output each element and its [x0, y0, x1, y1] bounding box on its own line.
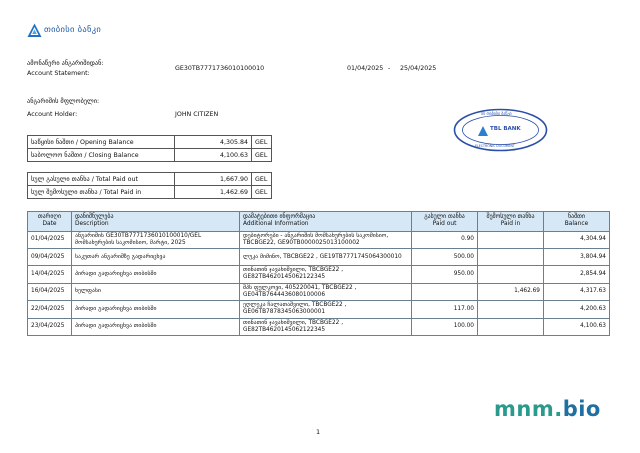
- watermark-part2: bio: [562, 397, 601, 421]
- opening-balance-label: საწყისი ნაშთი / Opening Balance: [28, 136, 175, 149]
- row-paid-out: 500.00: [412, 249, 478, 266]
- table-header-row: [28, 212, 610, 232]
- bank-logo: [27, 22, 127, 42]
- header-balance-ka: ნაშთი: [568, 214, 585, 220]
- row-balance: 4,304.94: [544, 231, 610, 248]
- total-paid-in-currency: GEL: [252, 186, 272, 199]
- row-paid-out: 100.00: [412, 318, 478, 335]
- account-statement-label-en: Account Statement:: [27, 70, 90, 77]
- transactions-table: [27, 211, 610, 336]
- closing-balance-currency: GEL: [252, 149, 272, 162]
- row-date: 22/04/2025: [28, 301, 72, 318]
- header-paid-out: [412, 212, 478, 232]
- row-balance: 3,804.94: [544, 249, 610, 266]
- totals-summary: [27, 172, 272, 199]
- header-info-en: Additional Information: [243, 221, 309, 228]
- total-paid-out-row: [28, 173, 272, 186]
- bank-name: თიბისი ბანკი: [44, 25, 102, 35]
- table-row: [28, 249, 610, 266]
- header-balance-en: Balance: [564, 221, 589, 228]
- opening-balance-row: [28, 136, 272, 149]
- table-row: [28, 301, 610, 318]
- holder-label-en: Account Holder:: [27, 111, 78, 118]
- row-info: ლუკა მიმინო, TBCBGE22 , GE19TB7771745064300010: [240, 249, 412, 266]
- total-paid-in-value: 1,462.69: [175, 186, 252, 199]
- row-date: 09/04/2025: [28, 249, 72, 266]
- row-description: საკუთარ ანგარიშზე გადარიცხვა: [72, 249, 240, 266]
- row-paid-in: [478, 249, 544, 266]
- row-date: 16/04/2025: [28, 283, 72, 300]
- holder-name: JOHN CITIZEN: [175, 111, 219, 118]
- row-description: პირადი გადარიცხვა თიბისში: [72, 318, 240, 335]
- row-balance: 4,100.63: [544, 318, 610, 335]
- watermark-logo: [494, 397, 601, 421]
- row-date: 23/04/2025: [28, 318, 72, 335]
- header-date-ka: თარიღი: [37, 214, 62, 220]
- row-info: ეღლეკა ჩალათაშვილი, TBCBGE22 , GE06TB7878345063000001: [240, 301, 412, 318]
- header-paid-out-en: Paid out: [432, 221, 457, 228]
- row-balance: 2,854.94: [544, 266, 610, 283]
- table-row: [28, 283, 610, 300]
- total-paid-out-value: 1,667.90: [175, 173, 252, 186]
- holder-label-ka: ანგარიშის მფლობელი:: [27, 98, 100, 105]
- header-paid-in-en: Paid in: [500, 221, 521, 228]
- account-number: GE30TB7771736010100010: [175, 65, 265, 72]
- page-number: 1: [316, 428, 321, 436]
- bank-stamp: [453, 108, 548, 152]
- header-info-ka: დამატებითი ინფორმაცია: [243, 214, 316, 220]
- row-description: პირადი გადარიცხვა თიბისში: [72, 266, 240, 283]
- header-paid-in-ka: შემოსული თანხა: [486, 214, 535, 220]
- opening-balance-value: 4,305.84: [175, 136, 252, 149]
- row-info: თინათინ ჯავახიშვილი, TBCBGE22 , GE82TB4620145062122345: [240, 318, 412, 335]
- table-row: [28, 266, 610, 283]
- closing-balance-value: 4,100.63: [175, 149, 252, 162]
- row-date: 01/04/2025: [28, 231, 72, 248]
- table-row: [28, 231, 610, 248]
- row-description: ანგარიშის GE30TB7771736010100010/GEL მომსახურების საკომისიო, მარტი, 2025: [72, 231, 240, 248]
- row-paid-in: [478, 266, 544, 283]
- header-info: [240, 212, 412, 232]
- row-paid-out: [412, 283, 478, 300]
- row-paid-in: [478, 301, 544, 318]
- row-info: დებიტორები - ანგარიშის მომსახურების საკომისიო, TBCBGE22, GE90TB0000025013100002: [240, 231, 412, 248]
- total-paid-in-label: სულ შემოსული თანხა / Total Paid in: [28, 186, 175, 199]
- header-date: [28, 212, 72, 232]
- header-description-ka: დანიშნულება: [75, 214, 114, 220]
- closing-balance-row: [28, 149, 272, 162]
- watermark-part1: mnm.: [494, 397, 563, 421]
- stamp-bottom-text: ELECTRONIC DOCUMENT: [475, 144, 515, 148]
- stamp-logo-text: TBL BANK: [490, 126, 521, 132]
- row-date: 14/04/2025: [28, 266, 72, 283]
- header-paid-out-ka: გასული თანხა: [424, 214, 465, 220]
- row-paid-in: [478, 318, 544, 335]
- row-description: ხელფასი: [72, 283, 240, 300]
- row-balance: 4,200.63: [544, 301, 610, 318]
- row-paid-out: 117.00: [412, 301, 478, 318]
- opening-balance-currency: GEL: [252, 136, 272, 149]
- tbc-logo-icon: [27, 23, 42, 38]
- balance-summary: [27, 135, 272, 162]
- total-paid-out-label: სულ გასული თანხა / Total Paid out: [28, 173, 175, 186]
- row-paid-out: 0.90: [412, 231, 478, 248]
- total-paid-in-row: [28, 186, 272, 199]
- date-separator: -: [388, 65, 391, 72]
- header-description: [72, 212, 240, 232]
- row-description: პირადი გადარიცხვა თიბისში: [72, 301, 240, 318]
- row-info: შპს ფულკოვი, 405220041, TBCBGE22 , GE04TB7644436080100006: [240, 283, 412, 300]
- date-to: 25/04/2025: [400, 65, 437, 72]
- date-from: 01/04/2025: [347, 65, 384, 72]
- closing-balance-label: საბოლოო ნაშთი / Closing Balance: [28, 149, 175, 162]
- row-paid-in: [478, 231, 544, 248]
- account-statement-label-ka: ამონაწერი ანგარიშიდან:: [27, 60, 104, 67]
- total-paid-out-currency: GEL: [252, 173, 272, 186]
- stamp-top-text: სს თიბისი ბანკი: [481, 111, 512, 116]
- header-paid-in: [478, 212, 544, 232]
- header-balance: [544, 212, 610, 232]
- row-info: თინათინ ჯავახიშვილი, TBCBGE22 , GE82TB4620145062122345: [240, 266, 412, 283]
- row-balance: 4,317.63: [544, 283, 610, 300]
- header-date-en: Date: [42, 221, 57, 228]
- row-paid-in: 1,462.69: [478, 283, 544, 300]
- table-row: [28, 318, 610, 335]
- row-paid-out: 950.00: [412, 266, 478, 283]
- header-description-en: Description: [75, 221, 109, 228]
